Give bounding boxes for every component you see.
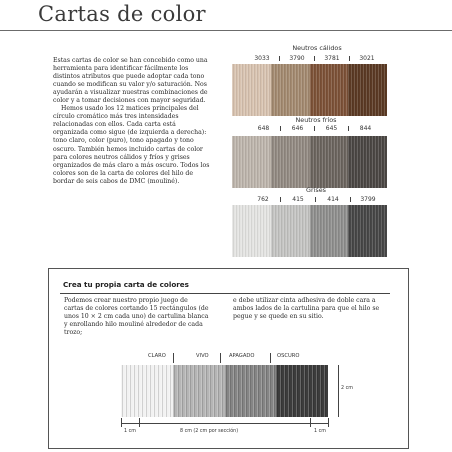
intro-paragraph-2: Hemos usado los 12 matices principales del círculo cromático más tres intensidades relacionadas con ellos. Cada carta está organizada como sigue (de izquierda a derecha): tono claro, color (puro), tono apagado y tono oscuro. También hemos incluido cartas de color para colores neutros cálidos y fríos y grises organizados de más claro a más oscuro. Todos los colores son de la carta de colores del hilo de bordar de seis cabos de DMC (mouliné). <box>53 105 210 185</box>
intro-paragraph-1: Estas cartas de color se han concebido como una herramienta para identificar fácilmente los distintos atributos que puede adoptar cada tono cuando se modifican su valor y/o saturación. Nos ayudarán a visualizar nuestras combinaciones de color y a tomar decisiones con mayor seguridad. <box>53 57 208 105</box>
card-section <box>121 365 173 417</box>
swatches-neutros-calidos <box>232 64 387 116</box>
dimension-tick <box>328 418 329 427</box>
code: 3033 <box>254 55 270 62</box>
code: 762 <box>257 196 269 203</box>
label-claro: CLARO <box>148 353 166 359</box>
dimension-left-label: 1 cm <box>124 429 136 434</box>
thread-swatch <box>310 64 349 116</box>
height-dimension-line <box>338 365 339 417</box>
thread-swatch <box>348 64 387 116</box>
box-divider <box>60 293 390 294</box>
box-title: Crea tu propia carta de colores <box>63 280 189 289</box>
label-apagado: APAGADO <box>229 353 255 359</box>
code: 3781 <box>324 55 340 62</box>
code: 414 <box>327 196 339 203</box>
codes-neutros-calidos <box>245 55 385 62</box>
thread-swatch <box>348 205 387 257</box>
thread-swatch <box>271 136 310 188</box>
page-title: Cartas de color <box>38 2 206 26</box>
code: 648 <box>257 125 270 132</box>
label-divider <box>173 353 174 363</box>
label-vivo: VIVO <box>196 353 209 359</box>
dimension-middle-label: 8 cm (2 cm por sección) <box>180 429 239 434</box>
swatches-grises <box>232 205 387 257</box>
code: 844 <box>359 125 372 132</box>
code: 3790 <box>289 55 305 62</box>
thread-swatch <box>310 205 349 257</box>
thread-swatch <box>310 136 349 188</box>
code: 415 <box>292 196 304 203</box>
thread-card <box>121 365 328 417</box>
code: 645 <box>325 125 338 132</box>
thread-swatch <box>232 136 271 188</box>
thread-swatch <box>232 64 271 116</box>
label-divider <box>220 353 221 363</box>
title-divider <box>0 30 452 31</box>
label-oscuro: OSCURO <box>277 353 300 359</box>
code: 3021 <box>359 55 375 62</box>
card-section <box>225 365 277 417</box>
intro-text <box>53 57 211 186</box>
code: 646 <box>291 125 304 132</box>
codes-neutros-frios <box>247 125 383 132</box>
codes-grises <box>246 196 386 203</box>
label-divider <box>270 353 271 363</box>
group-title-neutros-frios: Neutros fríos <box>295 116 337 124</box>
height-dimension-label: 2 cm <box>341 386 353 391</box>
code: 3799 <box>360 196 376 203</box>
dimension-right-label: 1 cm <box>314 429 326 434</box>
thread-swatch <box>232 205 271 257</box>
swatches-neutros-frios <box>232 136 387 188</box>
thread-swatch <box>271 64 310 116</box>
width-dimension-line <box>121 423 328 424</box>
card-section <box>276 365 328 417</box>
thread-swatch <box>348 136 387 188</box>
group-title-neutros-calidos: Neutros cálidos <box>292 44 342 52</box>
card-section <box>173 365 225 417</box>
group-title-grises: Grises <box>306 186 326 194</box>
thread-swatch <box>271 205 310 257</box>
box-right-text: e debe utilizar cinta adhesiva de doble cara a ambos lados de la cartulina para que el hilo se pegue y se quede en su sitio. <box>233 297 380 320</box>
box-left-text: Podemos crear nuestro propio juego de cartas de colores cortando 15 rectángulos (de unos 10 × 2 cm cada uno) de cartulina blanca y enrollando hilo mouliné alrededor de cada trozo; <box>64 297 209 336</box>
